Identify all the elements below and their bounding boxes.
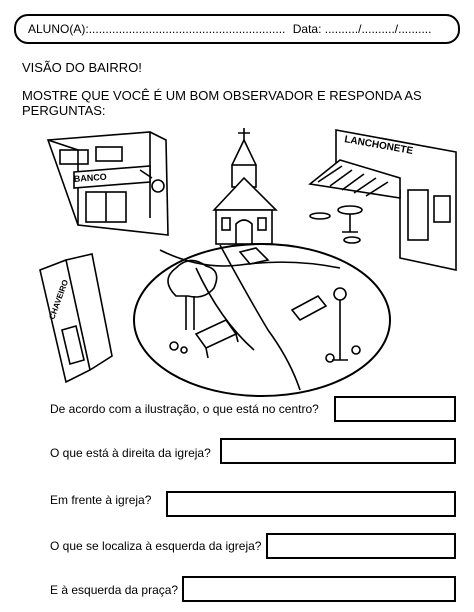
church-building xyxy=(214,128,276,244)
question-5: E à esquerda da praça? xyxy=(50,583,179,597)
bank-sign: BANCO xyxy=(73,171,108,184)
question-2: O que está à direita da igreja? xyxy=(50,446,211,460)
town-square xyxy=(134,244,390,396)
bank-building xyxy=(48,132,168,235)
worksheet-instructions: MOSTRE QUE VOCÊ É UM BOM OBSERVADOR E RESPONDA AS PERGUNTAS: xyxy=(22,88,422,118)
key-shop-sign: CHAVEIRO xyxy=(47,278,71,321)
question-4: O que se localiza à esquerda da igreja? xyxy=(50,539,262,553)
answer-box-2[interactable] xyxy=(220,438,456,464)
student-name-label: ALUNO(A): xyxy=(28,22,89,36)
answer-box-5[interactable] xyxy=(182,576,456,602)
neighborhood-illustration xyxy=(0,120,474,400)
answer-box-3[interactable] xyxy=(166,491,456,517)
student-header-box xyxy=(14,14,460,44)
worksheet-title: VISÃO DO BAIRRO! xyxy=(22,60,142,75)
answer-box-1[interactable] xyxy=(334,396,456,422)
student-header-text xyxy=(28,22,431,36)
question-1: De acordo com a ilustração, o que está no centro? xyxy=(50,402,319,416)
student-name-line[interactable]: ........................................................... xyxy=(88,22,286,36)
answer-box-4[interactable] xyxy=(266,533,456,559)
question-3: Em frente à igreja? xyxy=(50,493,152,507)
date-field[interactable]: Data: ........../........../.......... xyxy=(292,22,432,36)
snack-bar-sign: LANCHONETE xyxy=(343,134,414,158)
